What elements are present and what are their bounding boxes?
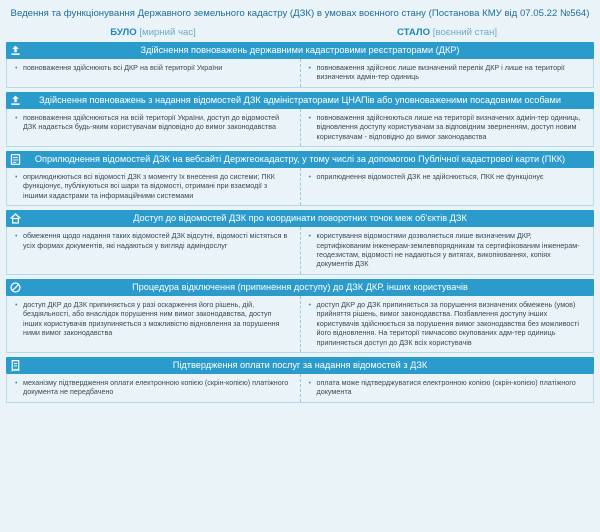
after-cell <box>301 296 594 352</box>
section-body <box>6 109 594 147</box>
before-text: • доступ ДКР до ДЗК припиняється у разі оскарження його рішень, дій, бездіяльності, або внаслідок порушення ним вимог законодавства, доступ інших користувачів призупиняється з можливістю відновлення за порушення ними вимог законодавства <box>15 300 292 338</box>
section-header <box>6 210 594 227</box>
after-cell <box>301 168 594 205</box>
after-text: • оплата може підтверджуватися електронною копією (скрін-копією) платіжного документа <box>309 378 586 397</box>
before-label: БУЛО <box>110 27 137 38</box>
before-sublabel: [мирний час] <box>139 27 196 38</box>
section-body <box>6 59 594 88</box>
section-title: Здійснення повноважень державними кадастровими реєстраторами (ДКР) <box>140 45 460 55</box>
section-body <box>6 168 594 206</box>
before-text: • повноваження здійснюють всі ДКР на всій території України <box>15 63 292 72</box>
section-title: Здійснення повноважень з надання відомостей ДЗК адміністраторами ЦНАПів або уповноваженими посадовими особами <box>39 94 561 105</box>
section-coordinates <box>6 210 594 275</box>
before-cell <box>7 374 301 402</box>
block-icon <box>7 279 24 296</box>
section-title: Оприлюднення відомостей ДЗК на вебсайті Держгеокадастру, у тому числі за допомогою Публічної кадастрової карти (ПКК) <box>34 154 566 165</box>
section-payment <box>6 357 594 403</box>
before-text: • оприлюднюються всі відомості ДЗК з моменту їх внесення до системи; ПКК функціонує, публікуються всі шари та відомості, отримані при взаємодії з іншими кадастрами та інформаційними системами <box>15 172 292 200</box>
after-text: • повноваження здійснюються лише на території визначених адмін-тер одиниць, відновлення доступу користувачам за відповідним зверненням, доступ новим користувачам - відповідно до вимог законодавства <box>309 113 586 141</box>
after-text: • користування відомостями дозволяється лише визначеним ДКР, сертифікованим інженерам-землевпорядникам та сертифікованим інженерам-геодезистам, відомості не надаються у витягах, викопіюваннях, копіях документів ДЗК <box>309 231 586 269</box>
columns-header <box>6 24 594 42</box>
after-cell <box>301 109 594 146</box>
section-title: Доступ до відомостей ДЗК про координати поворотних точок меж об'єктів ДЗК <box>133 213 467 224</box>
section-title: Процедура відключення (припинення доступу) до ДЗК ДКР, інших користувачів <box>132 281 468 292</box>
before-cell <box>7 227 301 274</box>
after-sublabel: [воєнний стан] <box>432 27 498 38</box>
receipt-icon <box>7 357 24 374</box>
section-body <box>6 296 594 353</box>
section-header <box>6 279 594 296</box>
upload-icon <box>7 92 24 109</box>
after-text: • оприлюднення відомостей ДЗК не здійснюється, ПКК не функціонує <box>309 172 586 181</box>
before-cell <box>7 168 301 205</box>
after-label: СТАЛО <box>396 27 431 38</box>
section-header <box>6 151 594 168</box>
after-text: • повноваження здійснює лише визначений перелік ДКР і лише на території визначених адмін-тер одиниць <box>309 63 586 82</box>
before-cell <box>7 296 301 352</box>
after-cell <box>301 374 594 402</box>
section-body <box>6 374 594 403</box>
page-title: Ведення та функціонування Державного земельного кадастру (ДЗК) в умовах воєнного стану (Постанова КМУ від 07.05.22 №564) <box>10 8 590 19</box>
section-cnap <box>6 92 594 147</box>
section-header <box>6 357 594 374</box>
before-text: • механізму підтвердження оплати електронною копією (скрін-копією) платіжного документа не передбачено <box>15 378 292 397</box>
before-cell <box>7 59 301 87</box>
upload-icon <box>7 42 24 59</box>
section-header <box>6 42 594 59</box>
document-icon <box>7 151 24 168</box>
home-icon <box>7 210 24 227</box>
after-cell <box>301 59 594 87</box>
section-publication <box>6 151 594 206</box>
section-title: Підтвердження оплати послуг за надання відомостей з ДЗК <box>172 359 428 370</box>
after-cell <box>301 227 594 274</box>
before-text: • повноваження здійснюються на всій території України, доступ до відомостей ДЗК надається будь-яким користувачам відповідно до вимог законодавства <box>15 113 292 132</box>
section-body <box>6 227 594 275</box>
before-cell <box>7 109 301 146</box>
after-text: • доступ ДКР до ДЗК припиняється за порушення визначених обмежень (умов) прийняття рішень, вимог законодавства. Позбавлення доступу інших користувачів здійснюється за порушення вимог законодавства без можливості його відновлення. На території тимчасово окупованих адм-тер одиниць припиняється доступ до ДЗК всіх користувачів <box>309 300 586 347</box>
after-column-header <box>300 24 594 42</box>
before-text: • обмеження щодо надання таких відомостей ДЗК відсутні, відомості містяться в усіх формах документів, які надаються у вигляді адміндослуг <box>15 231 292 250</box>
section-registrars <box>6 42 594 88</box>
section-disconnection <box>6 279 594 353</box>
section-header <box>6 92 594 109</box>
before-column-header <box>6 24 300 42</box>
